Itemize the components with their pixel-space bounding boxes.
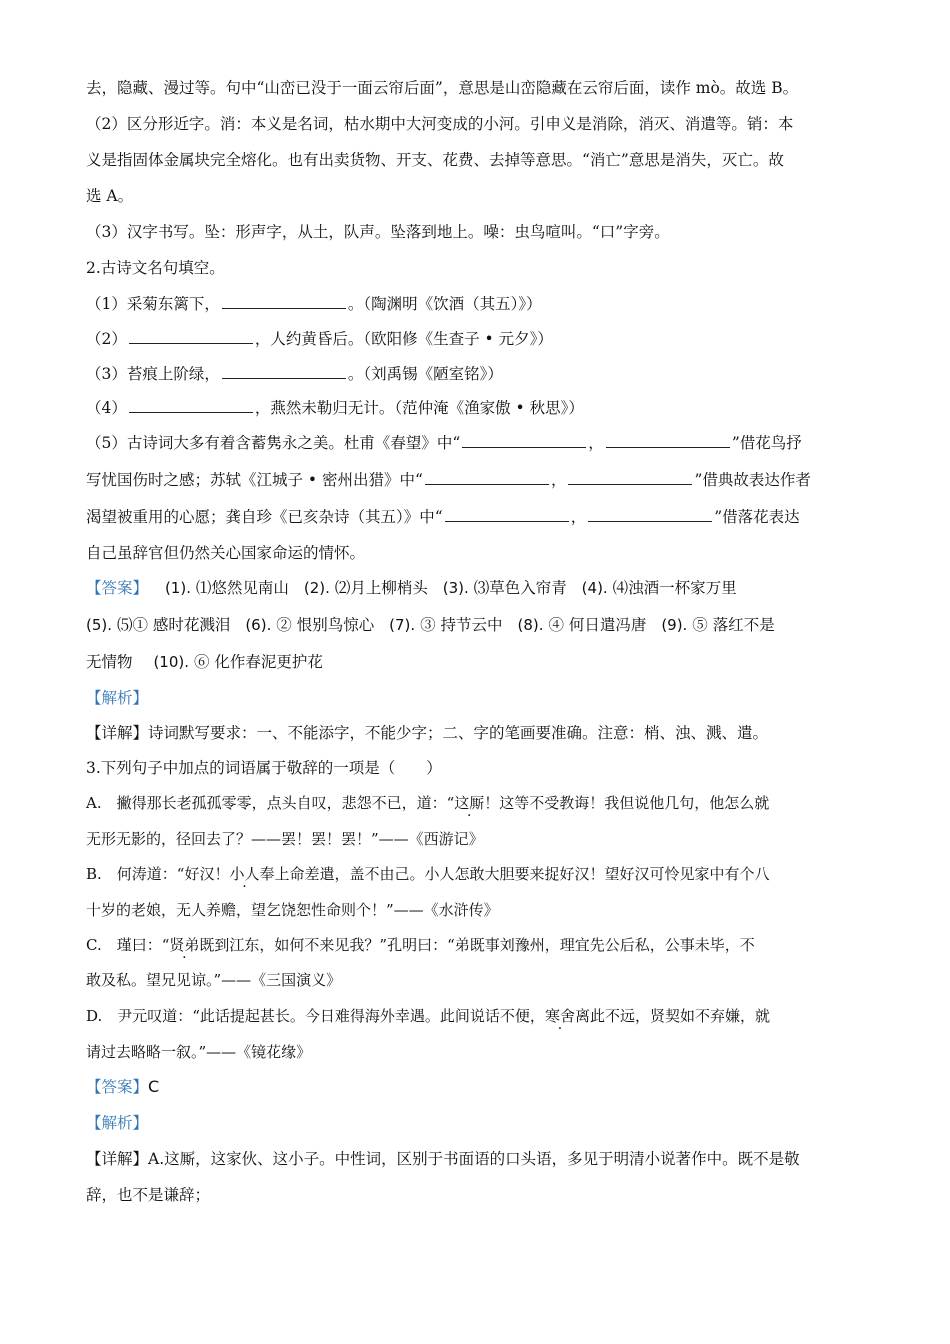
fill-blank[interactable] <box>129 329 253 344</box>
q3-detail-line-2: 辞，也不是谦辞； <box>86 1186 211 1204</box>
fill-blank[interactable] <box>129 398 253 413</box>
text-line: 选 A。 <box>86 187 134 205</box>
question-2-title: 2.古诗文名句填空。 <box>86 259 225 277</box>
analysis-tag: 【解析】 <box>86 689 149 707</box>
option-d-line-2: 请过去略略一叙。”——《镜花缘》 <box>86 1043 312 1061</box>
q2-item-1: （1）采菊东篱下， 。（陶渊明《饮酒（其五）》） <box>86 295 542 313</box>
text-line: 义是指固体金属块完全熔化。也有出卖货物、开支、花费、去掉等意思。“消亡”意思是消失，灭亡。故 <box>86 151 784 169</box>
option-b-line-2: 十岁的老娘，无人养赡，望乞饶恕性命则个！”——《水浒传》 <box>86 901 499 919</box>
dotted-word: 小人 <box>229 865 260 883</box>
option-a-line-2: 无形无影的，径回去了？——罢！罢！罢！”——《西游记》 <box>86 830 484 848</box>
text-line: 去，隐藏、漫过等。句中“山峦已没于一面云帘后面”，意思是山峦隐藏在云帘后面，读作 mò。故选 B。 <box>86 79 799 97</box>
text-line: （3）汉字书写。坠：形声字，从土，队声。坠落到地上。噪：虫鸟喧叫。“口”字旁。 <box>86 223 670 241</box>
q2-detail: 【详解】诗词默写要求：一、不能添字，不能少字；二、字的笔画要准确。注意：梢、浊、溅、遣。 <box>86 724 769 742</box>
fill-blank[interactable] <box>222 364 346 379</box>
q2-item-2: （2） ，人约黄昏后。（欧阳修《生查子 • 元夕》） <box>86 330 553 348</box>
q3-detail: 【详解】A.这厮，这家伙、这小子。中性词，区别于书面语的口头语，多见于明清小说著作中。既不是敬 <box>86 1150 800 1168</box>
q2-answer-line-2: (5). ⑸① 感时花溅泪 (6). ② 恨别鸟惊心 (7). ③ 持节云中 (8). ④ 何日遣冯唐 (9). ⑤ 落红不是 <box>86 616 775 634</box>
q3-answer: 【答案】C <box>86 1077 160 1096</box>
fill-blank[interactable] <box>425 470 549 485</box>
analysis-tag: 【解析】 <box>86 1114 149 1132</box>
text-line: （2）区分形近字。消：本义是名词，枯水期中大河变成的小河。引申义是消除，消灭、消遣等。销：本 <box>86 115 794 133</box>
fill-blank[interactable] <box>222 294 346 309</box>
fill-blank[interactable] <box>445 507 569 522</box>
question-3-title: 3.下列句子中加点的词语属于敬辞的一项是（ ） <box>86 759 442 777</box>
fill-blank[interactable] <box>588 507 712 522</box>
option-c-line-2: 敢及私。望兄见谅。”——《三国演义》 <box>86 971 342 989</box>
option-a[interactable]: A. 撇得那长老孤孤零零，点头自叹，悲怨不已，道：“这厮！这等不受教诲！我但说他几句，他怎么就 <box>86 794 770 812</box>
q2-item-5: （5）古诗词大多有着含蓄隽永之美。杜甫《春望》中“ ， ”借花鸟抒 <box>86 434 802 452</box>
q2-item-5-line-4: 自己虽辞官但仍然关心国家命运的情怀。 <box>86 544 366 562</box>
q2-item-5-line-3: 渴望被重用的心愿；龚自珍《已亥杂诗（其五）》中“ ， ”借落花表达 <box>86 508 800 526</box>
fill-blank[interactable] <box>568 470 692 485</box>
fill-blank[interactable] <box>462 433 586 448</box>
q2-item-4: （4） ，燕然未勒归无计。（范仲淹《渔家傲 • 秋思》） <box>86 399 584 417</box>
option-c[interactable]: C. 瑾曰：“贤弟既到江东，如何不来见我？”孔明曰：“弟既事刘豫州，理宜先公后私，公事未毕，不 <box>86 936 755 954</box>
dotted-word: 寒舍 <box>544 1007 575 1025</box>
option-b[interactable]: B. 何涛道：“好汉！小人奉上命差遣，盖不由己。小人怎敢大胆要来捉好汉！望好汉可怜见家中有个八 <box>86 865 770 883</box>
q2-item-3: （3）苔痕上阶绿， 。（刘禹锡《陋室铭》） <box>86 365 503 383</box>
q2-item-5-line-2: 写忧国伤时之感；苏轼《江城子 • 密州出猎》中“ ， ”借典故表达作者 <box>86 471 811 489</box>
answer-tag: 【答案】 <box>86 579 149 597</box>
dotted-word: 这厮 <box>454 794 485 812</box>
option-d[interactable]: D. 尹元叹道：“此话提起甚长。今日难得海外幸遇。此间说话不便，寒舍离此不远，贤契如不弃嫌，就 <box>86 1007 770 1025</box>
dotted-word: 贤弟 <box>169 936 200 954</box>
q2-answer-line-1: 【答案】 (1). ⑴悠然见南山 (2). ⑵月上柳梢头 (3). ⑶草色入帘青 (4). ⑷浊酒一杯家万里 <box>86 579 737 597</box>
fill-blank[interactable] <box>606 433 730 448</box>
q2-answer-line-3: 无情物 (10). ⑥ 化作春泥更护花 <box>86 653 323 671</box>
